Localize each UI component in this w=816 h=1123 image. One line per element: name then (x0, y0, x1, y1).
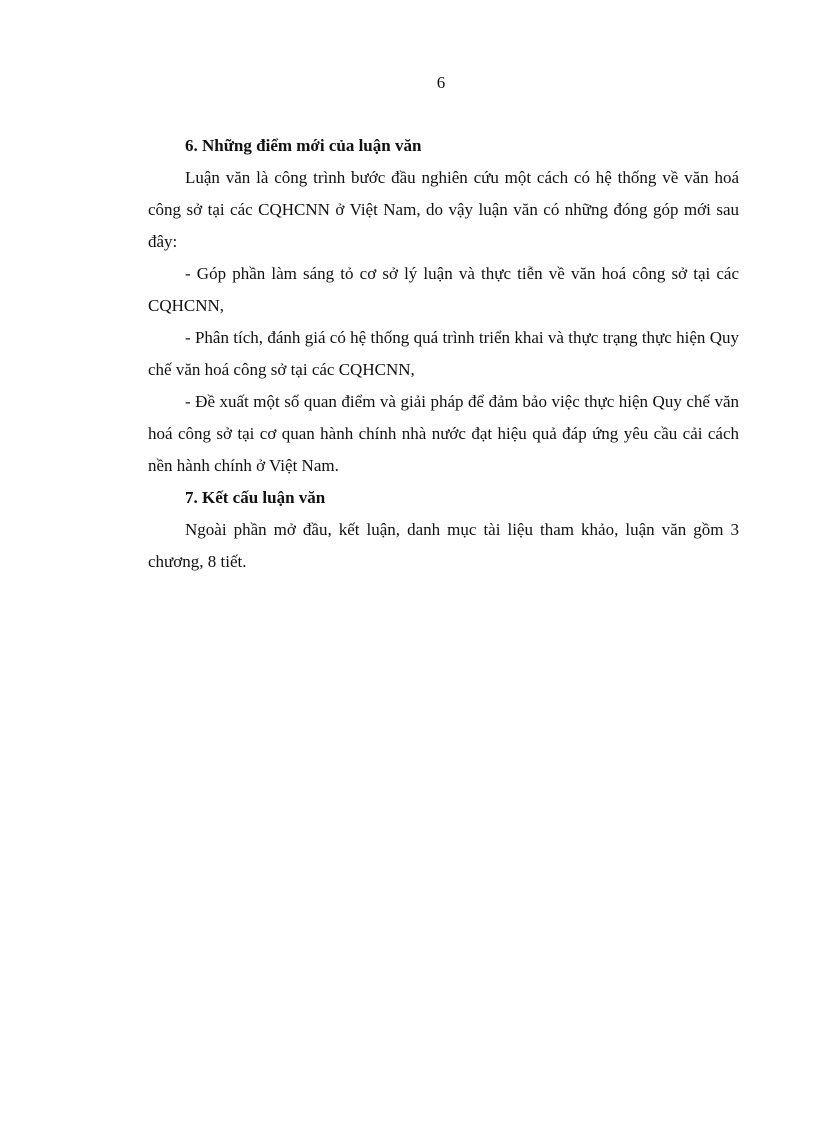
section-6-heading: 6. Những điểm mới của luận văn (185, 136, 422, 155)
page-number: 6 (436, 73, 446, 92)
section-7-heading: 7. Kết cấu luận văn (185, 488, 326, 507)
page-content (148, 130, 739, 578)
contribution-item-1: - Góp phần làm sáng tỏ cơ sở lý luận và thực tiễn về văn hoá công sở tại các CQHCNN, (148, 264, 739, 315)
section-6-intro: Luận văn là công trình bước đầu nghiên cứu một cách có hệ thống về văn hoá công sở tại các CQHCNN ở Việt Nam, do vậy luận văn có những đóng góp mới sau đây: (148, 168, 739, 251)
section-7-body: Ngoài phần mở đầu, kết luận, danh mục tài liệu tham khảo, luận văn gồm 3 chương, 8 tiết. (148, 520, 739, 571)
contribution-item-3: - Đề xuất một số quan điểm và giải pháp để đảm bảo việc thực hiện Quy chế văn hoá công sở tại cơ quan hành chính nhà nước đạt hiệu quả đáp ứng yêu cầu cải cách nền hành chính ở Việt Nam. (148, 392, 739, 475)
contribution-item-2: - Phân tích, đánh giá có hệ thống quá trình triển khai và thực trạng thực hiện Quy chế văn hoá công sở tại các CQHCNN, (148, 328, 739, 379)
